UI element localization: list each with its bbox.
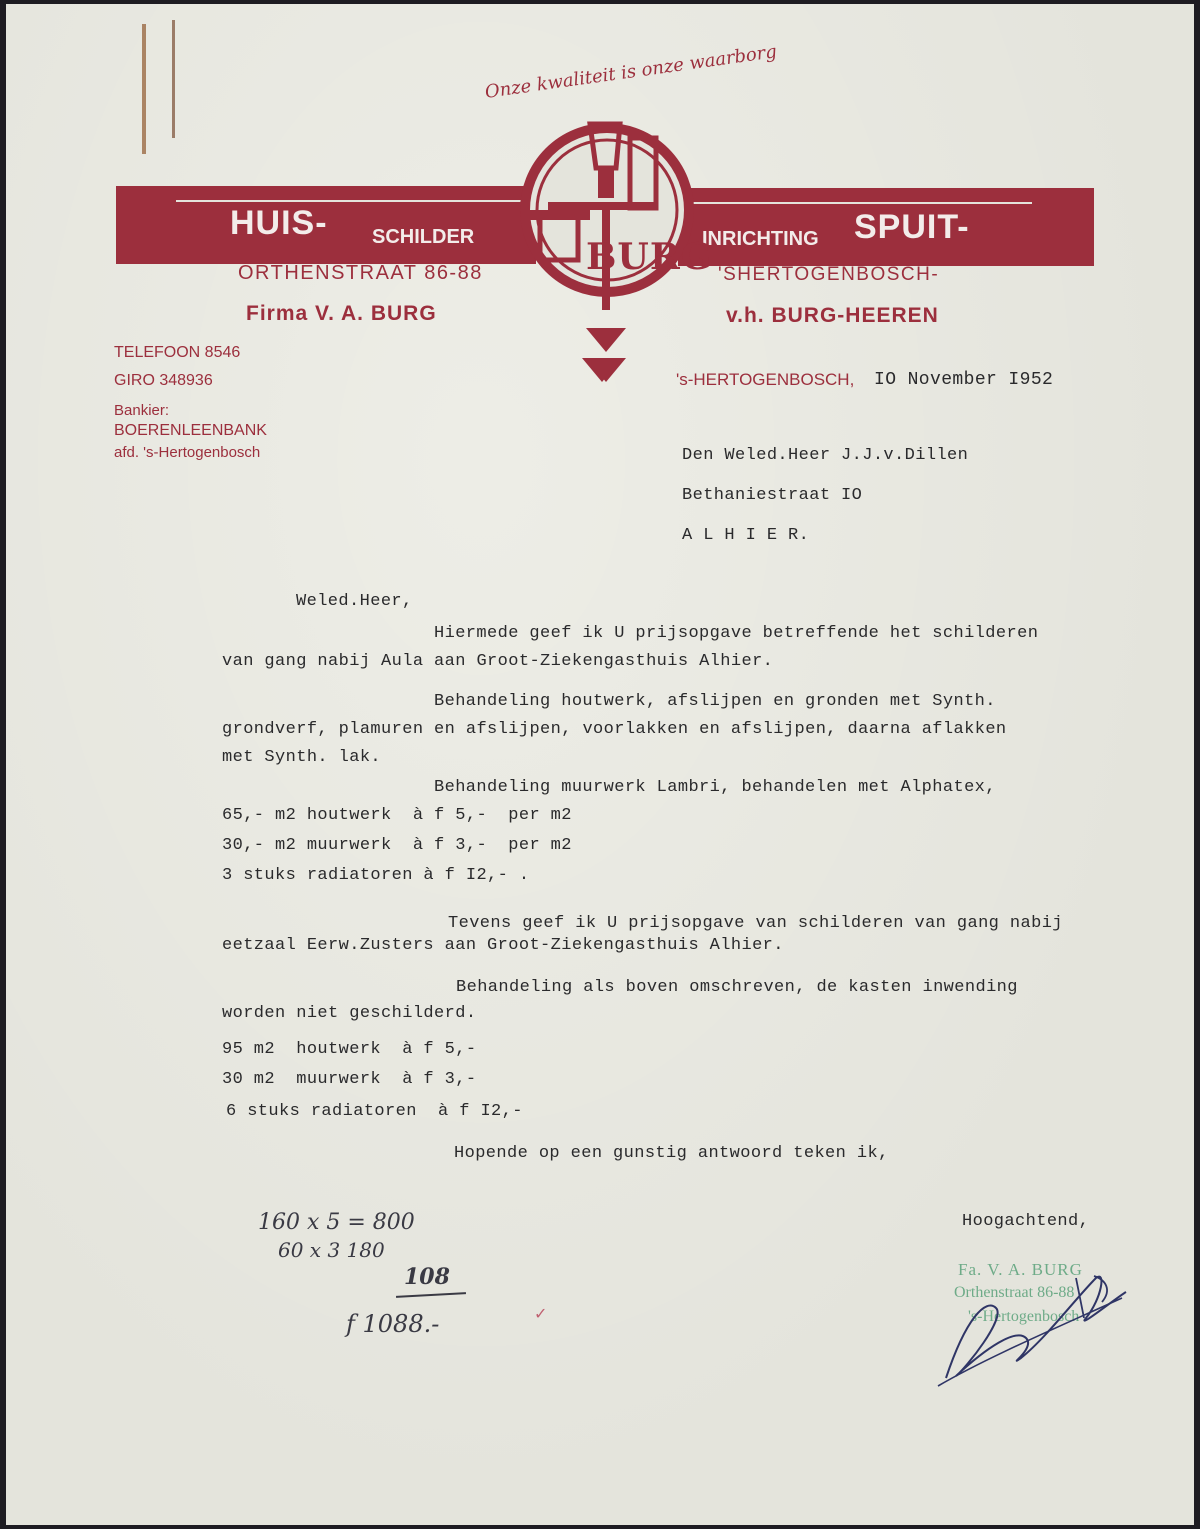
price-line: 6 stuks radiatoren à f I2,- bbox=[226, 1102, 523, 1121]
ink-stain bbox=[142, 24, 146, 154]
emblem-motto: Onze kwaliteit is onze waarborg bbox=[483, 41, 779, 103]
stamp-line-2: Orthenstraat 86-88 bbox=[954, 1284, 1075, 1301]
ink-stain bbox=[172, 20, 175, 138]
price-line: 30,- m2 muurwerk à f 3,- per m2 bbox=[222, 836, 572, 855]
closing: Hoogachtend, bbox=[962, 1212, 1090, 1231]
price-line: 30 m2 muurwerk à f 3,- bbox=[222, 1070, 477, 1089]
letterhead-huis: HUIS- bbox=[230, 204, 328, 242]
calc-underline bbox=[396, 1292, 466, 1298]
signature bbox=[926, 1258, 1146, 1398]
burg-emblem bbox=[470, 60, 742, 390]
salutation: Weled.Heer, bbox=[296, 592, 413, 611]
tick-mark: ✓ bbox=[534, 1304, 548, 1323]
bank-name: BOERENLEENBANK bbox=[114, 422, 267, 439]
letterhead-former-name: v.h. BURG-HEEREN bbox=[726, 304, 939, 327]
bankier-label: Bankier: bbox=[114, 402, 170, 419]
calc-line-2: 60 x 3 180 bbox=[278, 1238, 385, 1262]
body-line: van gang nabij Aula aan Groot-Ziekengasthuis Alhier. bbox=[222, 652, 774, 671]
letterhead-schilder: SCHILDER bbox=[372, 226, 475, 248]
stamp-line-3: 's-Hertogenbosch bbox=[968, 1308, 1080, 1325]
body-line: Hopende op een gunstig antwoord teken ik, bbox=[454, 1144, 889, 1163]
letterhead-inrichting: INRICHTING bbox=[702, 228, 819, 250]
price-line: 95 m2 houtwerk à f 5,- bbox=[222, 1040, 477, 1059]
letterhead-firm: Firma V. A. BURG bbox=[246, 302, 437, 325]
calc-total: f 1088.- bbox=[346, 1310, 440, 1338]
letterhead-city: 'SHERTOGENBOSCH- bbox=[718, 264, 940, 285]
telefoon: TELEFOON 8546 bbox=[114, 344, 241, 361]
price-line: 3 stuks radiatoren à f I2,- . bbox=[222, 866, 530, 885]
letter-paper bbox=[6, 4, 1194, 1525]
letter-date: IO November I952 bbox=[874, 370, 1054, 390]
recipient-town: A L H I E R. bbox=[682, 526, 810, 545]
body-line: eetzaal Eerw.Zusters aan Groot-Ziekengasthuis Alhier. bbox=[222, 936, 784, 955]
recipient-name: Den Weled.Heer J.J.v.Dillen bbox=[682, 446, 969, 465]
recipient-street: Bethaniestraat IO bbox=[682, 486, 863, 505]
body-line: Behandeling als boven omschreven, de kasten inwending bbox=[456, 978, 1018, 997]
body-line: Hiermede geef ik U prijsopgave betreffende het schilderen bbox=[434, 624, 1039, 643]
letterhead-spuit: SPUIT- bbox=[854, 208, 970, 246]
body-line: grondverf, plamuren en afslijpen, voorlakken en afslijpen, daarna aflakken bbox=[222, 720, 1007, 739]
letterhead-address: ORTHENSTRAAT 86-88 bbox=[238, 262, 483, 284]
body-line: Behandeling muurwerk Lambri, behandelen met Alphatex, bbox=[434, 778, 996, 797]
bank-branch: afd. 's-Hertogenbosch bbox=[114, 444, 261, 461]
banner-inner-right bbox=[692, 202, 1032, 204]
body-line: Tevens geef ik U prijsopgave van schilderen van gang nabij bbox=[448, 914, 1063, 933]
body-line: Behandeling houtwerk, afslijpen en gronden met Synth. bbox=[434, 692, 996, 711]
emblem-burg: BURG bbox=[586, 236, 713, 278]
calc-line-3: 108 bbox=[404, 1264, 450, 1290]
body-line: met Synth. lak. bbox=[222, 748, 382, 767]
stamp-line-1: Fa. V. A. BURG bbox=[958, 1260, 1083, 1279]
letter-place: 's-HERTOGENBOSCH, bbox=[676, 370, 855, 389]
body-line: worden niet geschilderd. bbox=[222, 1004, 477, 1023]
price-line: 65,- m2 houtwerk à f 5,- per m2 bbox=[222, 806, 572, 825]
giro: GIRO 348936 bbox=[114, 372, 213, 389]
calc-line-1: 160 x 5 = 800 bbox=[258, 1210, 415, 1235]
